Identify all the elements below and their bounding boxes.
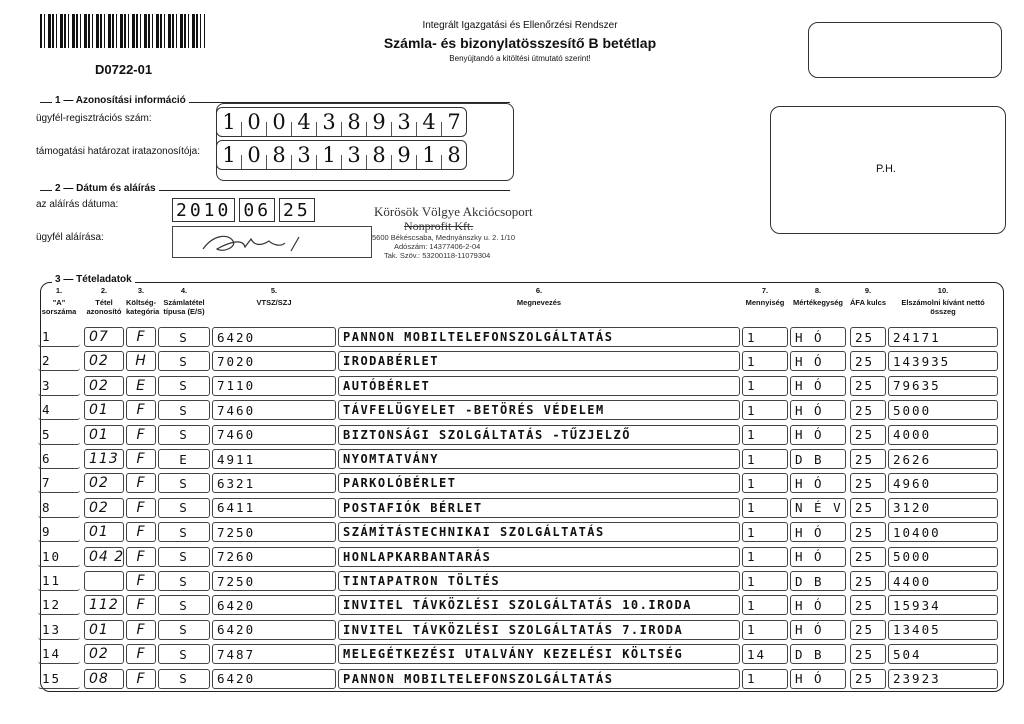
cell-id[interactable]: 02 xyxy=(84,376,124,396)
cell-desc[interactable]: IRODABÉRLET xyxy=(338,351,740,371)
cell-id[interactable]: 07 xyxy=(84,327,124,347)
digit: 0 xyxy=(272,110,286,134)
cell-vtsz[interactable]: 6420 xyxy=(212,595,336,615)
digit: 4 xyxy=(422,110,436,134)
cell-cat[interactable]: H xyxy=(126,351,156,371)
table-row xyxy=(0,446,1024,470)
cell-id[interactable]: 01 xyxy=(84,425,124,445)
cell-type[interactable]: S xyxy=(158,400,210,420)
digit: 1 xyxy=(222,110,236,134)
table-row xyxy=(0,397,1024,421)
cell-vat[interactable]: 25 xyxy=(850,669,886,689)
table-row xyxy=(0,617,1024,641)
digit: 3 xyxy=(397,110,411,134)
client-reg-number[interactable] xyxy=(216,107,467,137)
cell-vtsz[interactable]: 4911 xyxy=(212,449,336,469)
column-header: Mértékegység xyxy=(792,298,844,307)
cell-id[interactable]: 02 xyxy=(84,473,124,493)
cell-desc[interactable]: PARKOLÓBÉRLET xyxy=(338,473,740,493)
column-header: Számlatétel típusa (E/S) xyxy=(163,298,205,316)
cell-qty[interactable]: 1 xyxy=(742,425,788,445)
stamp-bank-account: Tak. Szöv.: 53200118-11079304 xyxy=(384,251,491,260)
signature-label: ügyfél aláírása: xyxy=(36,232,104,243)
cell-cat[interactable]: F xyxy=(126,400,156,420)
cell-amount[interactable]: 10400 xyxy=(888,522,998,542)
cell-unit[interactable]: H Ó xyxy=(790,620,846,640)
cell-type[interactable]: S xyxy=(158,620,210,640)
section2-title: 2 — Dátum és aláírás xyxy=(52,183,159,194)
cell-vat[interactable]: 25 xyxy=(850,620,886,640)
cell-amount[interactable]: 24171 xyxy=(888,327,998,347)
digit: 8 xyxy=(372,143,386,167)
digit: 1 xyxy=(322,143,336,167)
digit: 7 xyxy=(447,110,461,134)
cell-vat[interactable]: 25 xyxy=(850,571,886,591)
cell-qty[interactable]: 1 xyxy=(742,669,788,689)
cell-desc[interactable]: PANNON MOBILTELEFONSZOLGÁLTATÁS xyxy=(338,327,740,347)
cell-amount[interactable]: 4400 xyxy=(888,571,998,591)
cell-id[interactable]: 04 2 xyxy=(84,547,124,567)
cell-unit[interactable]: D B xyxy=(790,449,846,469)
cell-vat[interactable]: 25 xyxy=(850,400,886,420)
cell-amount[interactable]: 13405 xyxy=(888,620,998,640)
digit: 1 xyxy=(222,143,236,167)
cell-type[interactable]: S xyxy=(158,425,210,445)
cell-id[interactable]: 02 xyxy=(84,498,124,518)
cell-unit[interactable]: H Ó xyxy=(790,522,846,542)
cell-cat[interactable]: F xyxy=(126,547,156,567)
digit: 3 xyxy=(322,110,336,134)
cell-vtsz[interactable]: 6411 xyxy=(212,498,336,518)
column-header: Mennyiség xyxy=(745,298,785,307)
cell-vtsz[interactable]: 7460 xyxy=(212,400,336,420)
cell-unit[interactable]: H Ó xyxy=(790,669,846,689)
cell-desc[interactable]: AUTÓBÉRLET xyxy=(338,376,740,396)
column-header: Megnevezés xyxy=(516,298,562,307)
digit: 0 xyxy=(247,143,261,167)
cell-vtsz[interactable]: 7250 xyxy=(212,522,336,542)
table-row xyxy=(0,568,1024,592)
cell-unit[interactable]: D B xyxy=(790,644,846,664)
cell-id[interactable]: 01 xyxy=(84,400,124,420)
cell-amount[interactable]: 79635 xyxy=(888,376,998,396)
cell-qty[interactable]: 1 xyxy=(742,449,788,469)
column-number: 1. xyxy=(55,286,63,295)
cell-id[interactable]: 02 xyxy=(84,644,124,664)
cell-no[interactable]: 10 xyxy=(38,547,80,567)
table-row xyxy=(0,544,1024,568)
section3-title: 3 — Tételadatok xyxy=(52,274,135,285)
digit: 8 xyxy=(447,143,461,167)
cell-qty[interactable]: 1 xyxy=(742,620,788,640)
column-number: 6. xyxy=(535,286,543,295)
cell-no[interactable]: 8 xyxy=(38,498,80,518)
registration-stamp-box xyxy=(808,22,1002,78)
cell-qty[interactable]: 1 xyxy=(742,400,788,420)
stamp-address: 5600 Békéscsaba, Mednyánszky u. 2. 1/10 xyxy=(372,233,516,242)
company-stamp xyxy=(364,196,533,260)
cell-unit[interactable]: H Ó xyxy=(790,327,846,347)
cell-no[interactable]: 12 xyxy=(38,595,80,615)
cell-amount[interactable]: 4960 xyxy=(888,473,998,493)
cell-vtsz[interactable]: 7260 xyxy=(212,547,336,567)
ph-label: P.H. xyxy=(876,163,896,175)
cell-type[interactable]: S xyxy=(158,522,210,542)
stamp-company-type: Nonprofit Kft. xyxy=(404,219,474,233)
cell-qty[interactable]: 1 xyxy=(742,571,788,591)
cell-qty[interactable]: 1 xyxy=(742,351,788,371)
cell-unit[interactable]: H Ó xyxy=(790,473,846,493)
section1-title: 1 — Azonosítási információ xyxy=(52,95,189,106)
cell-type[interactable]: S xyxy=(158,498,210,518)
cell-vtsz[interactable]: 6420 xyxy=(212,327,336,347)
cell-type[interactable]: S xyxy=(158,644,210,664)
cell-vat[interactable]: 25 xyxy=(850,449,886,469)
cell-cat[interactable]: F xyxy=(126,620,156,640)
cell-no[interactable]: 2 xyxy=(38,351,80,371)
signature-mark xyxy=(173,227,371,257)
cell-unit[interactable]: N É V xyxy=(790,498,846,518)
cell-desc[interactable]: HONLAPKARBANTARÁS xyxy=(338,547,740,567)
form-code: D0722-01 xyxy=(95,62,153,77)
cell-id[interactable]: 02 xyxy=(84,351,124,371)
client-reg-label: ügyfél-regisztrációs szám: xyxy=(36,113,152,124)
cell-no[interactable]: 5 xyxy=(38,425,80,445)
cell-unit[interactable]: H Ó xyxy=(790,376,846,396)
cell-cat[interactable]: F xyxy=(126,449,156,469)
cell-type[interactable]: S xyxy=(158,669,210,689)
cell-qty[interactable]: 14 xyxy=(742,644,788,664)
cell-cat[interactable]: F xyxy=(126,498,156,518)
digit: 9 xyxy=(372,110,386,134)
digit: 3 xyxy=(347,143,361,167)
cell-unit[interactable]: H Ó xyxy=(790,351,846,371)
cell-amount[interactable]: 23923 xyxy=(888,669,998,689)
date-day[interactable]: 25 xyxy=(279,198,315,222)
cell-cat[interactable]: F xyxy=(126,644,156,664)
cell-vtsz[interactable]: 7487 xyxy=(212,644,336,664)
date-month[interactable]: 06 xyxy=(239,198,275,222)
cell-no[interactable]: 14 xyxy=(38,644,80,664)
cell-id[interactable]: 08 xyxy=(84,669,124,689)
cell-unit[interactable]: H Ó xyxy=(790,595,846,615)
cell-vtsz[interactable]: 7020 xyxy=(212,351,336,371)
column-number: 5. xyxy=(270,286,278,295)
cell-type[interactable]: S xyxy=(158,351,210,371)
cell-vat[interactable]: 25 xyxy=(850,327,886,347)
cell-cat[interactable]: F xyxy=(126,522,156,542)
system-name: Integrált Igazgatási és Ellenőrzési Rendszer xyxy=(422,20,618,31)
cell-vtsz[interactable]: 6420 xyxy=(212,669,336,689)
cell-desc[interactable]: INVITEL TÁVKÖZLÉSI SZOLGÁLTATÁS 7.IRODA xyxy=(338,620,740,640)
cell-qty[interactable]: 1 xyxy=(742,595,788,615)
cell-unit[interactable]: H Ó xyxy=(790,547,846,567)
column-number: 8. xyxy=(814,286,822,295)
table-row xyxy=(0,519,1024,543)
cell-no[interactable]: 1 xyxy=(38,327,80,347)
cell-id[interactable] xyxy=(84,571,124,591)
cell-vat[interactable]: 25 xyxy=(850,425,886,445)
cell-desc[interactable]: BIZTONSÁGI SZOLGÁLTATÁS -TŰZJELZŐ xyxy=(338,425,740,445)
cell-vat[interactable]: 25 xyxy=(850,644,886,664)
cell-amount[interactable]: 15934 xyxy=(888,595,998,615)
cell-amount[interactable]: 4000 xyxy=(888,425,998,445)
cell-no[interactable]: 4 xyxy=(38,400,80,420)
cell-no[interactable]: 11 xyxy=(38,571,80,591)
cell-desc[interactable]: TÁVFELÜGYELET -BETÖRÉS VÉDELEM xyxy=(338,400,740,420)
cell-unit[interactable]: H Ó xyxy=(790,400,846,420)
cell-cat[interactable]: F xyxy=(126,473,156,493)
cell-cat[interactable]: E xyxy=(126,376,156,396)
cell-desc[interactable]: NYOMTATVÁNY xyxy=(338,449,740,469)
cell-vat[interactable]: 25 xyxy=(850,498,886,518)
cell-vtsz[interactable]: 6321 xyxy=(212,473,336,493)
cell-id[interactable]: 01 xyxy=(84,620,124,640)
date-year[interactable]: 2010 xyxy=(172,198,235,222)
cell-no[interactable]: 15 xyxy=(38,669,80,689)
cell-qty[interactable]: 1 xyxy=(742,327,788,347)
cell-desc[interactable]: MELEGÉTKEZÉSI UTALVÁNY KEZELÉSI KÖLTSÉG xyxy=(338,644,740,664)
cell-amount[interactable]: 143935 xyxy=(888,351,998,371)
table-row xyxy=(0,470,1024,494)
cell-type[interactable]: S xyxy=(158,376,210,396)
page-title: Számla- és bizonylatösszesítő B betétlap xyxy=(383,35,657,51)
cell-qty[interactable]: 1 xyxy=(742,498,788,518)
cell-qty[interactable]: 1 xyxy=(742,522,788,542)
cell-qty[interactable]: 1 xyxy=(742,376,788,396)
cell-vat[interactable]: 25 xyxy=(850,547,886,567)
column-header: Költség-kategória xyxy=(126,298,160,316)
column-number: 9. xyxy=(864,286,872,295)
cell-type[interactable]: S xyxy=(158,595,210,615)
cell-unit[interactable]: D B xyxy=(790,571,846,591)
cell-no[interactable]: 6 xyxy=(38,449,80,469)
column-header: ÁFA kulcs xyxy=(850,298,886,307)
table-row xyxy=(0,666,1024,690)
decision-id-number[interactable] xyxy=(216,140,467,170)
table-row xyxy=(0,324,1024,348)
cell-cat[interactable]: F xyxy=(126,669,156,689)
cell-amount[interactable]: 5000 xyxy=(888,400,998,420)
cell-vtsz[interactable]: 7110 xyxy=(212,376,336,396)
table-row xyxy=(0,348,1024,372)
cell-no[interactable]: 13 xyxy=(38,620,80,640)
cell-amount[interactable]: 5000 xyxy=(888,547,998,567)
cell-desc[interactable]: POSTAFIÓK BÉRLET xyxy=(338,498,740,518)
column-number: 3. xyxy=(137,286,145,295)
cell-amount[interactable]: 3120 xyxy=(888,498,998,518)
cell-no[interactable]: 3 xyxy=(38,376,80,396)
sign-date-label: az aláírás dátuma: xyxy=(36,199,119,210)
table-row xyxy=(0,592,1024,616)
column-header: Tétel azonosító xyxy=(86,298,122,316)
cell-vat[interactable]: 25 xyxy=(850,351,886,371)
table-row xyxy=(0,373,1024,397)
cell-desc[interactable]: TINTAPATRON TÖLTÉS xyxy=(338,571,740,591)
cell-unit[interactable]: H Ó xyxy=(790,425,846,445)
cell-no[interactable]: 9 xyxy=(38,522,80,542)
digit: 8 xyxy=(347,110,361,134)
digit: 1 xyxy=(422,143,436,167)
digit: 0 xyxy=(247,110,261,134)
digit: 9 xyxy=(397,143,411,167)
cell-type[interactable]: S xyxy=(158,571,210,591)
cell-amount[interactable]: 504 xyxy=(888,644,998,664)
signature-box[interactable] xyxy=(172,226,372,258)
column-header: "A" sorszáma xyxy=(41,298,77,316)
decision-id-label: támogatási határozat iratazonosítója: xyxy=(36,146,200,157)
cell-id[interactable]: 112 xyxy=(84,595,124,615)
barcode xyxy=(40,14,205,48)
digit: 4 xyxy=(297,110,311,134)
cell-vat[interactable]: 25 xyxy=(850,522,886,542)
column-number: 2. xyxy=(100,286,108,295)
cell-cat[interactable]: F xyxy=(126,595,156,615)
cell-id[interactable]: 113 xyxy=(84,449,124,469)
cell-vtsz[interactable]: 6420 xyxy=(212,620,336,640)
table-row xyxy=(0,422,1024,446)
cell-vat[interactable]: 25 xyxy=(850,376,886,396)
column-number: 7. xyxy=(761,286,769,295)
table-row xyxy=(0,641,1024,665)
cell-type[interactable]: S xyxy=(158,327,210,347)
digit: 3 xyxy=(297,143,311,167)
cell-type[interactable]: S xyxy=(158,473,210,493)
column-header: Elszámolni kívánt nettó összeg xyxy=(901,298,985,316)
cell-id[interactable]: 01 xyxy=(84,522,124,542)
table-row xyxy=(0,495,1024,519)
cell-type[interactable]: S xyxy=(158,547,210,567)
cell-vat[interactable]: 25 xyxy=(850,595,886,615)
cell-no[interactable]: 7 xyxy=(38,473,80,493)
column-number: 10. xyxy=(937,286,949,295)
cell-vat[interactable]: 25 xyxy=(850,473,886,493)
cell-cat[interactable]: F xyxy=(126,425,156,445)
cell-type[interactable]: E xyxy=(158,449,210,469)
page-subtitle: Benyújtandó a kitöltési útmutató szerint! xyxy=(449,54,591,63)
cell-vtsz[interactable]: 7250 xyxy=(212,571,336,591)
cell-qty[interactable]: 1 xyxy=(742,473,788,493)
cell-qty[interactable]: 1 xyxy=(742,547,788,567)
stamp-tax-number: Adószám: 14377406-2-04 xyxy=(394,242,481,251)
cell-desc[interactable]: PANNON MOBILTELEFONSZOLGÁLTATÁS xyxy=(338,669,740,689)
cell-cat[interactable]: F xyxy=(126,327,156,347)
sign-date[interactable] xyxy=(172,198,315,222)
column-header: VTSZ/SZJ xyxy=(256,298,292,307)
cell-cat[interactable]: F xyxy=(126,571,156,591)
stamp-company-name: Körösök Völgye Akciócsoport xyxy=(374,204,533,219)
cell-desc[interactable]: SZÁMÍTÁSTECHNIKAI SZOLGÁLTATÁS xyxy=(338,522,740,542)
digit: 8 xyxy=(272,143,286,167)
cell-amount[interactable]: 2626 xyxy=(888,449,998,469)
cell-desc[interactable]: INVITEL TÁVKÖZLÉSI SZOLGÁLTATÁS 10.IRODA xyxy=(338,595,740,615)
column-number: 4. xyxy=(180,286,188,295)
cell-vtsz[interactable]: 7460 xyxy=(212,425,336,445)
